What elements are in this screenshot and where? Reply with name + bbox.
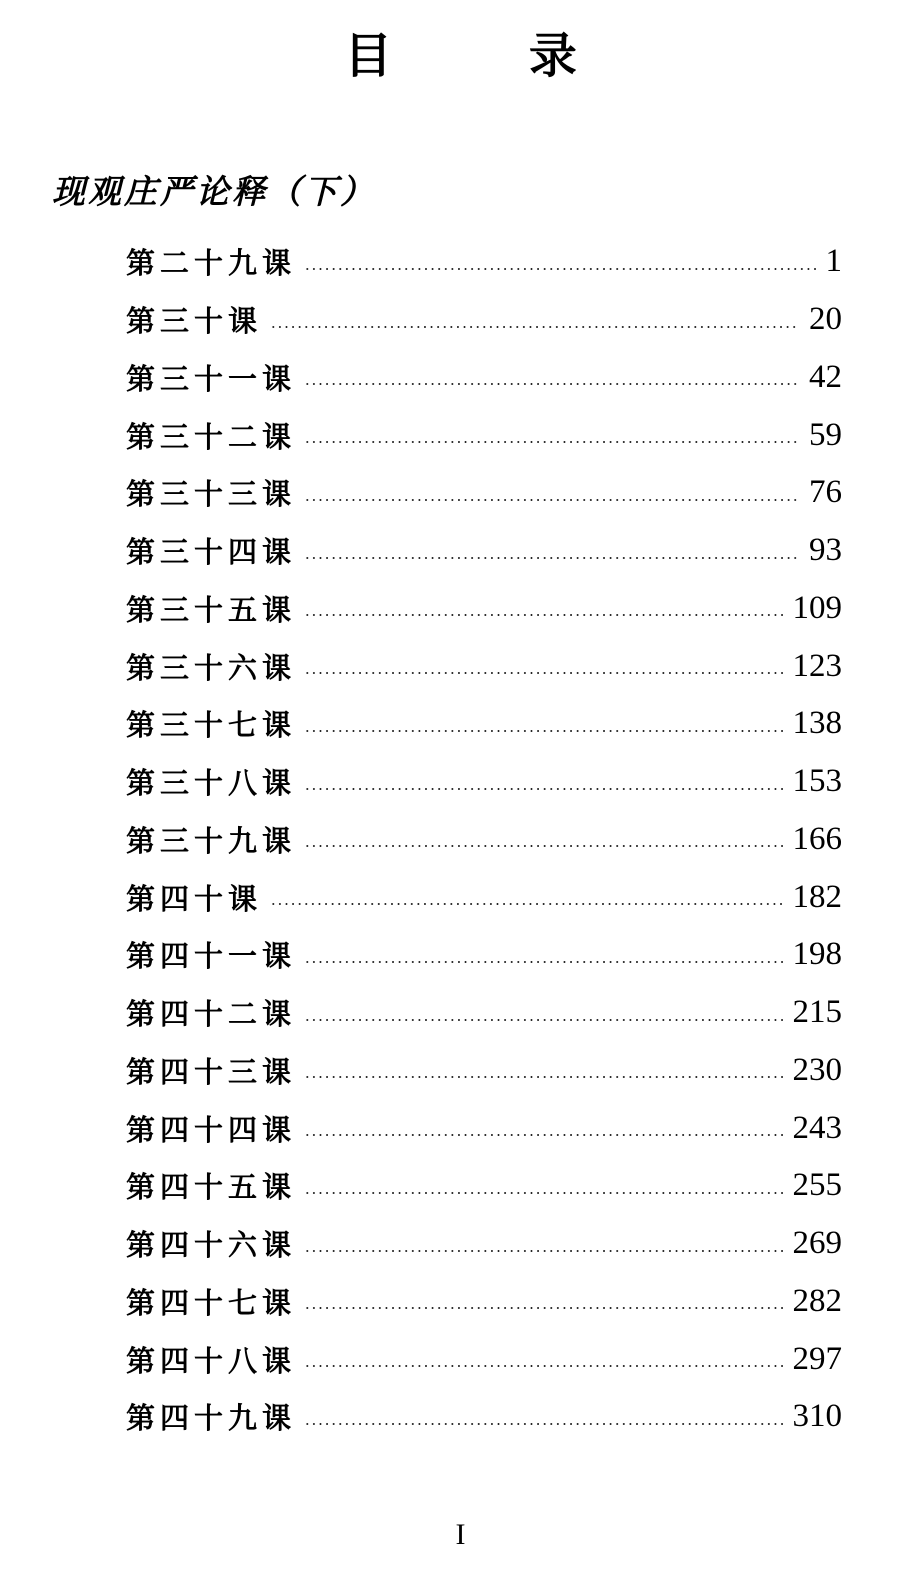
- toc-entry[interactable]: [126, 1215, 842, 1273]
- toc-entry[interactable]: [126, 406, 842, 464]
- dot-leader: [304, 1192, 782, 1194]
- dot-leader: [304, 961, 782, 963]
- toc-entry-label: 第四十五课: [126, 1170, 297, 1205]
- toc-entry-page: 76: [809, 474, 842, 511]
- dot-leader: [304, 499, 799, 501]
- toc-entry[interactable]: [126, 695, 842, 753]
- toc-entry-label: 第三十九课: [126, 823, 297, 858]
- dot-leader: [304, 1250, 782, 1252]
- dot-leader: [304, 383, 799, 385]
- toc-entry-label: 第三十七课: [126, 708, 297, 743]
- toc-entry-page: 282: [792, 1282, 842, 1319]
- dot-leader: [304, 1134, 782, 1136]
- toc-entry[interactable]: [126, 349, 842, 407]
- toc-entry-label: 第四十三课: [126, 1054, 297, 1089]
- toc-entry-label: 第三十六课: [126, 650, 297, 685]
- toc-entry[interactable]: [126, 868, 842, 926]
- dot-leader: [270, 903, 782, 905]
- toc-entry-label: 第三十课: [126, 304, 263, 339]
- toc-entry[interactable]: [126, 464, 842, 522]
- toc-entry-label: 第四十九课: [126, 1401, 297, 1436]
- toc-entry-page: 153: [792, 763, 842, 800]
- dot-leader: [304, 268, 815, 270]
- dot-leader: [304, 614, 782, 616]
- toc-entry[interactable]: [126, 753, 842, 811]
- toc-entry[interactable]: [126, 233, 842, 291]
- toc-entry-page: 109: [792, 589, 842, 626]
- toc-entry[interactable]: [126, 811, 842, 869]
- dot-leader: [304, 788, 782, 790]
- toc-entry-page: 297: [792, 1340, 842, 1377]
- dot-leader: [304, 672, 782, 674]
- toc-entry-label: 第四十六课: [126, 1228, 297, 1263]
- toc-entry-label: 第三十四课: [126, 535, 297, 570]
- dot-leader: [304, 1019, 782, 1021]
- toc-entry-page: 182: [792, 878, 842, 915]
- toc-entry-page: 243: [792, 1109, 842, 1146]
- toc-entry[interactable]: [126, 522, 842, 580]
- toc-entry-page: 123: [792, 647, 842, 684]
- toc-entry-page: 59: [809, 416, 842, 453]
- toc-entry[interactable]: [126, 580, 842, 638]
- toc-entry-label: 第四十四课: [126, 1112, 297, 1147]
- toc-entry-label: 第三十八课: [126, 766, 297, 801]
- toc-entry-page: 198: [792, 936, 842, 973]
- footer-page-number: I: [455, 1518, 466, 1551]
- toc-entry-page: 310: [792, 1398, 842, 1435]
- toc-entry-label: 第四十八课: [126, 1343, 297, 1378]
- toc-entry-label: 第四十一课: [126, 939, 297, 974]
- page-title: 目 录: [344, 28, 637, 84]
- toc-entry-label: 第二十九课: [126, 246, 297, 281]
- toc-entry-page: 269: [792, 1225, 842, 1262]
- toc-entry-label: 第三十一课: [126, 361, 297, 396]
- toc-entry-page: 230: [792, 1051, 842, 1088]
- toc-entry[interactable]: [126, 1388, 842, 1446]
- toc-entry-label: 第三十三课: [126, 477, 297, 512]
- toc-entry-page: 215: [792, 994, 842, 1031]
- toc-entry[interactable]: [126, 926, 842, 984]
- toc-entry-label: 第四十二课: [126, 997, 297, 1032]
- dot-leader: [304, 1423, 782, 1425]
- toc-entry[interactable]: [126, 637, 842, 695]
- toc-entry-page: 20: [809, 301, 842, 338]
- toc-entry[interactable]: [126, 1273, 842, 1331]
- toc-entry-label: 第三十二课: [126, 419, 297, 454]
- dot-leader: [270, 326, 799, 328]
- toc-entry[interactable]: [126, 1330, 842, 1388]
- dot-leader: [304, 1365, 782, 1367]
- toc-entry-label: 第四十七课: [126, 1285, 297, 1320]
- toc-entry-page: 255: [792, 1167, 842, 1204]
- toc-entry-page: 93: [809, 532, 842, 569]
- toc-entry-page: 1: [825, 243, 842, 280]
- toc-entry[interactable]: [126, 984, 842, 1042]
- toc-list: [126, 233, 842, 1446]
- dot-leader: [304, 845, 782, 847]
- dot-leader: [304, 557, 799, 559]
- toc-entry-page: 138: [792, 705, 842, 742]
- dot-leader: [304, 730, 782, 732]
- dot-leader: [304, 1307, 782, 1309]
- toc-entry[interactable]: [126, 1157, 842, 1215]
- toc-entry[interactable]: [126, 1042, 842, 1100]
- toc-entry-label: 第四十课: [126, 881, 263, 916]
- dot-leader: [304, 441, 799, 443]
- section-title: 现观庄严论释（下）: [52, 172, 376, 211]
- dot-leader: [304, 1076, 782, 1078]
- toc-entry[interactable]: [126, 1099, 842, 1157]
- toc-entry[interactable]: [126, 291, 842, 349]
- toc-entry-page: 42: [809, 358, 842, 395]
- toc-entry-page: 166: [792, 820, 842, 857]
- toc-entry-label: 第三十五课: [126, 592, 297, 627]
